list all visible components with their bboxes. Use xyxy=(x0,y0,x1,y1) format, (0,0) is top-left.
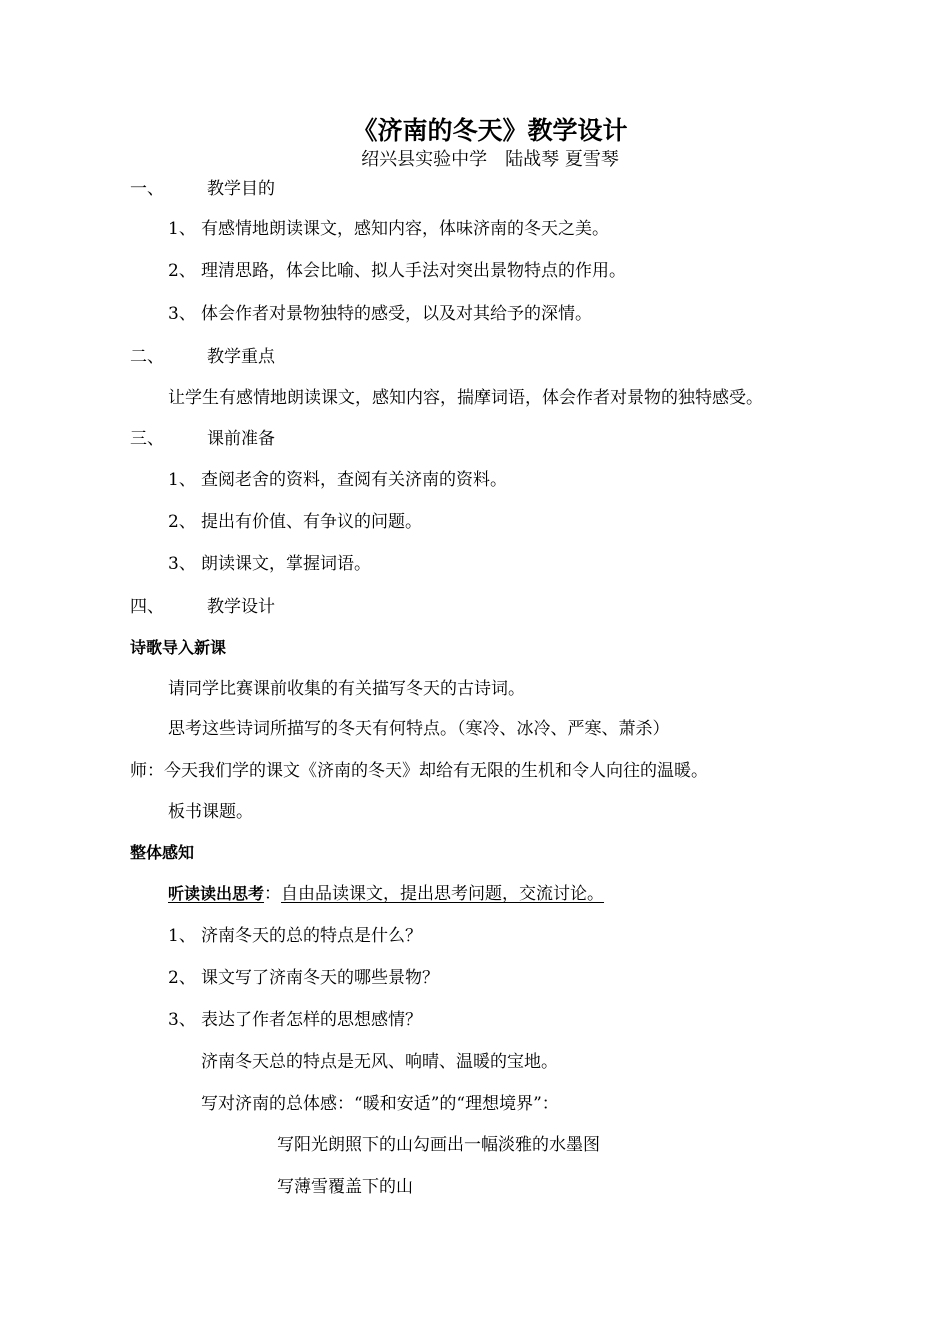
prep-item xyxy=(168,552,868,576)
item-number: 2、 xyxy=(168,512,196,532)
section-title: 教学重点 xyxy=(207,347,275,367)
item-number: 1、 xyxy=(168,926,196,946)
part-heading: 诗歌导入新课 xyxy=(130,638,227,657)
item-text: 朗读课文，掌握词语。 xyxy=(201,554,371,574)
section-title: 教学设计 xyxy=(207,597,275,617)
question-item xyxy=(168,966,868,990)
paragraph: 板书课题。 xyxy=(168,802,253,822)
paragraph: 请同学比赛课前收集的有关描写冬天的古诗词。 xyxy=(168,679,525,699)
item-number: 2、 xyxy=(168,968,196,988)
task-text: 自由品读课文，提出思考问题，交流讨论。 xyxy=(281,884,605,904)
section-heading-1 xyxy=(130,177,430,201)
item-number: 2、 xyxy=(168,261,196,281)
section-number: 四、 xyxy=(130,597,164,617)
task-line xyxy=(168,882,604,906)
item-number: 1、 xyxy=(168,219,196,239)
item-text: 提出有价值、有争议的问题。 xyxy=(201,512,422,532)
item-text: 体会作者对景物独特的感受，以及对其给予的深情。 xyxy=(201,304,592,324)
section-title: 教学目的 xyxy=(207,179,275,199)
item-number: 3、 xyxy=(168,1010,196,1030)
sub-answer-line: 写阳光朗照下的山勾画出一幅淡雅的水墨图 xyxy=(277,1135,600,1155)
section-number: 一、 xyxy=(130,179,164,199)
item-number: 3、 xyxy=(168,554,196,574)
paragraph: 思考这些诗词所描写的冬天有何特点。（寒冷、冰冷、严寒、萧杀） xyxy=(168,719,670,739)
doc-title: 《济南的冬天》教学设计 xyxy=(352,116,628,145)
answer-line: 写对济南的总体感：“暖和安适”的“理想境界”： xyxy=(201,1094,559,1114)
section-heading-2 xyxy=(130,345,430,369)
item-number: 3、 xyxy=(168,304,196,324)
objective-item xyxy=(168,302,868,326)
item-text: 课文写了济南冬天的哪些景物？ xyxy=(201,968,439,988)
prep-item xyxy=(168,468,868,492)
item-text: 表达了作者怎样的思想感情？ xyxy=(201,1010,422,1030)
sub-answer-line: 写薄雪覆盖下的山 xyxy=(277,1177,413,1197)
doc-subtitle: 绍兴县实验中学 陆战琴 夏雪琴 xyxy=(361,149,619,170)
section-heading-3 xyxy=(130,427,430,451)
item-text: 理清思路，体会比喻、拟人手法对突出景物特点的作用。 xyxy=(201,261,626,281)
item-text: 有感情地朗读课文，感知内容，体味济南的冬天之美。 xyxy=(201,219,609,239)
question-item xyxy=(168,924,868,948)
section-number: 三、 xyxy=(130,429,164,449)
prep-item xyxy=(168,510,868,534)
item-text: 济南冬天的总的特点是什么？ xyxy=(201,926,422,946)
answer-line: 济南冬天总的特点是无风、响晴、温暖的宝地。 xyxy=(201,1052,558,1072)
objective-item xyxy=(168,259,868,283)
item-number: 1、 xyxy=(168,470,196,490)
question-item xyxy=(168,1008,868,1032)
item-text: 查阅老舍的资料，查阅有关济南的资料。 xyxy=(201,470,507,490)
task-colon: ： xyxy=(264,884,282,904)
focus-text: 让学生有感情地朗读课文，感知内容，揣摩词语，体会作者对景物的独特感受。 xyxy=(168,388,763,408)
part-heading: 整体感知 xyxy=(130,843,195,862)
teacher-line: 师：今天我们学的课文《济南的冬天》却给有无限的生机和令人向往的温暖。 xyxy=(130,761,708,781)
section-title: 课前准备 xyxy=(207,429,275,449)
task-label: 听读读出思考 xyxy=(168,884,265,903)
objective-item xyxy=(168,217,868,241)
section-heading-4 xyxy=(130,595,430,619)
section-number: 二、 xyxy=(130,347,164,367)
